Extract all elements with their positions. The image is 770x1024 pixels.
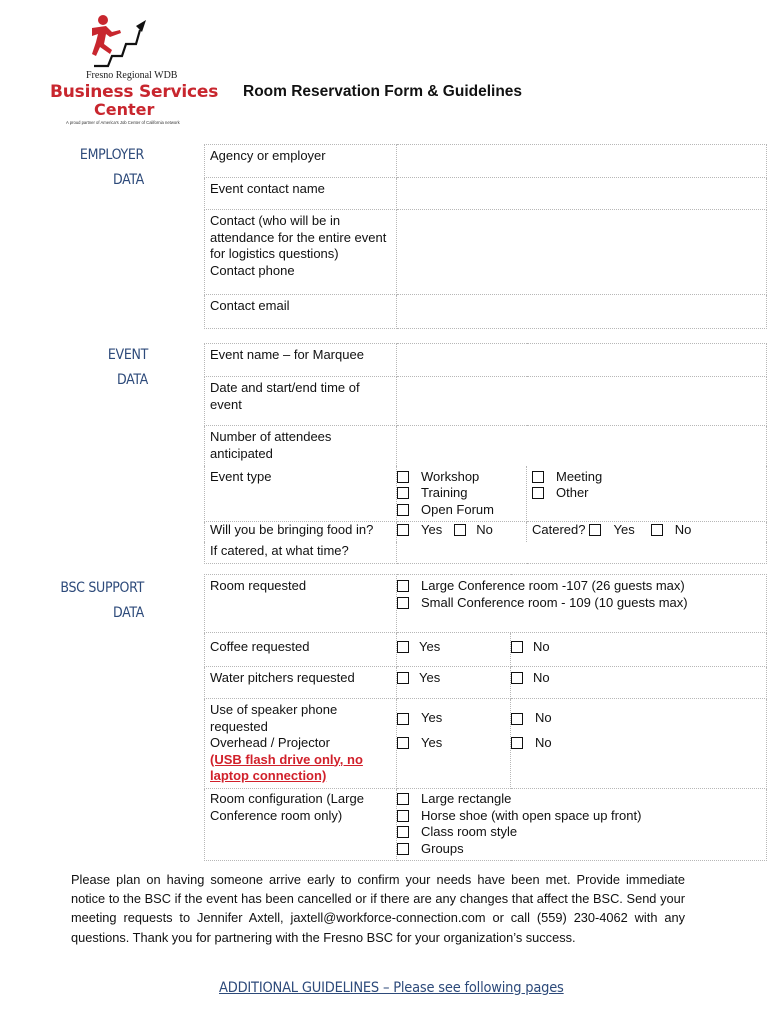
catered-label: Catered? xyxy=(532,522,586,537)
agency-label: Agency or employer xyxy=(205,145,397,178)
type-open-forum[interactable]: Open Forum xyxy=(397,502,521,519)
config-groups[interactable]: Groups xyxy=(397,841,761,858)
table-row xyxy=(205,575,767,633)
table-row xyxy=(205,466,767,522)
coffee-no-checkbox[interactable] xyxy=(511,641,523,653)
table-row xyxy=(205,667,767,699)
catered-no-checkbox[interactable] xyxy=(651,524,663,536)
attendees-field[interactable] xyxy=(397,426,767,466)
climbing-person-icon xyxy=(50,10,200,72)
event-table xyxy=(204,343,767,564)
coffee-yes-label: Yes xyxy=(419,639,441,654)
table-row xyxy=(205,699,767,789)
room-config-label: Room configuration (Large Conference room only) xyxy=(205,789,397,861)
config-large-rectangle[interactable]: Large rectangle xyxy=(397,791,761,808)
coffee-yes-checkbox[interactable] xyxy=(397,641,409,653)
table-row xyxy=(205,145,767,178)
coffee-no-label: No xyxy=(533,639,550,654)
checkbox[interactable] xyxy=(397,843,409,855)
water-no-label: No xyxy=(533,670,550,685)
page-title: Room Reservation Form & Guidelines xyxy=(243,83,523,100)
event-date-field[interactable] xyxy=(397,377,767,426)
speaker-yes-label: Yes xyxy=(421,710,443,726)
food-label: Will you be bringing food in? xyxy=(205,522,397,542)
checkbox[interactable] xyxy=(397,826,409,838)
catered-time-field[interactable] xyxy=(397,542,767,564)
table-row xyxy=(205,295,767,329)
event-date-label: Date and start/end time of event xyxy=(205,377,397,426)
speaker-yes-checkbox[interactable] xyxy=(397,713,409,725)
event-name-label: Event name – for Marquee xyxy=(205,344,397,377)
food-yes-label: Yes xyxy=(421,522,443,537)
type-meeting[interactable]: Meeting xyxy=(532,469,761,486)
contact-email-field[interactable] xyxy=(397,295,767,329)
bsc-support-table xyxy=(204,574,767,861)
instructions-paragraph: Please plan on having someone arrive early to confirm your needs have been met. Provide immediate notice to the BSC if the event has been cancelled or if there are any changes that affect the BSC. Send your meeting requests to Jennifer Axtell, jaxtell@workforce-connection.com or call (559) 230-4062 with any questions. Thank you for partnering with the Fresno BSC for your organization’s success. xyxy=(71,872,685,945)
table-row xyxy=(205,542,767,564)
water-yes-checkbox[interactable] xyxy=(397,672,409,684)
coffee-label: Coffee requested xyxy=(205,633,397,667)
room-requested-label: Room requested xyxy=(205,575,397,633)
projector-note: (USB flash drive only, no laptop connection) xyxy=(210,751,363,783)
employer-table xyxy=(204,144,767,329)
food-yes-checkbox[interactable] xyxy=(397,524,409,536)
agency-field[interactable] xyxy=(397,145,767,178)
projector-yes-label: Yes xyxy=(421,735,443,750)
config-class-room[interactable]: Class room style xyxy=(397,824,761,841)
food-no-label: No xyxy=(476,522,493,537)
logo-center: Center xyxy=(94,100,155,119)
checkbox[interactable] xyxy=(397,504,409,516)
projector-yes-checkbox[interactable] xyxy=(397,737,409,749)
catered-yes-checkbox[interactable] xyxy=(589,524,601,536)
table-row xyxy=(205,789,767,861)
table-row xyxy=(205,178,767,210)
food-no-checkbox[interactable] xyxy=(454,524,466,536)
table-row xyxy=(205,344,767,377)
checkbox[interactable] xyxy=(397,471,409,483)
logo-wdb-text: Fresno Regional WDB xyxy=(86,70,178,81)
room-small-conference[interactable]: Small Conference room - 109 (10 guests max) xyxy=(397,595,761,612)
type-training[interactable]: Training xyxy=(397,485,521,502)
section-event-data: EVENT DATA xyxy=(107,347,148,388)
checkbox[interactable] xyxy=(397,793,409,805)
contact-who-label: Contact (who will be in attendance for the entire event for logistics questions) xyxy=(210,213,387,261)
speaker-no-checkbox[interactable] xyxy=(511,713,523,725)
section-employer-data: EMPLOYER DATA xyxy=(79,147,144,188)
attendees-label: Number of attendees anticipated xyxy=(205,426,397,466)
config-horse-shoe[interactable]: Horse shoe (with open space up front) xyxy=(397,808,761,825)
checkbox[interactable] xyxy=(532,487,544,499)
checkbox[interactable] xyxy=(532,471,544,483)
event-name-field[interactable] xyxy=(397,344,767,377)
checkbox[interactable] xyxy=(397,580,409,592)
contact-name-field[interactable] xyxy=(397,178,767,210)
projector-no-checkbox[interactable] xyxy=(511,737,523,749)
water-yes-label: Yes xyxy=(419,670,441,685)
water-label: Water pitchers requested xyxy=(205,667,397,699)
contact-phone-field[interactable] xyxy=(397,210,767,295)
table-row xyxy=(205,522,767,542)
table-row xyxy=(205,426,767,466)
type-other[interactable]: Other xyxy=(532,485,761,502)
catered-no-label: No xyxy=(674,522,692,537)
room-large-conference[interactable]: Large Conference room -107 (26 guests max) xyxy=(397,578,761,595)
logo-business-services: Business Services xyxy=(50,82,219,102)
speaker-phone-label: Use of speaker phone requested xyxy=(210,702,338,734)
water-no-checkbox[interactable] xyxy=(511,672,523,684)
catered-time-label: If catered, at what time? xyxy=(205,542,397,564)
contact-phone-label: Contact phone xyxy=(210,262,295,278)
checkbox[interactable] xyxy=(397,597,409,609)
logo-tagline: A proud partner of America's Job Center of California network xyxy=(66,120,180,125)
table-row xyxy=(205,377,767,426)
checkbox[interactable] xyxy=(397,810,409,822)
additional-guidelines-link: ADDITIONAL GUIDELINES – Please see following pages xyxy=(219,980,564,996)
projector-label: Overhead / Projector xyxy=(210,735,330,750)
contact-email-label: Contact email xyxy=(205,295,397,329)
type-workshop[interactable]: Workshop xyxy=(397,469,521,486)
projector-no-label: No xyxy=(535,735,552,750)
event-type-label: Event type xyxy=(205,466,397,522)
checkbox[interactable] xyxy=(397,487,409,499)
table-row xyxy=(205,210,767,295)
table-row xyxy=(205,633,767,667)
bsc-logo xyxy=(50,10,219,128)
catered-yes-label: Yes xyxy=(613,522,635,537)
section-bsc-support-data: BSC SUPPORT DATA xyxy=(60,580,144,621)
speaker-no-label: No xyxy=(535,710,552,726)
contact-name-label: Event contact name xyxy=(205,178,397,210)
